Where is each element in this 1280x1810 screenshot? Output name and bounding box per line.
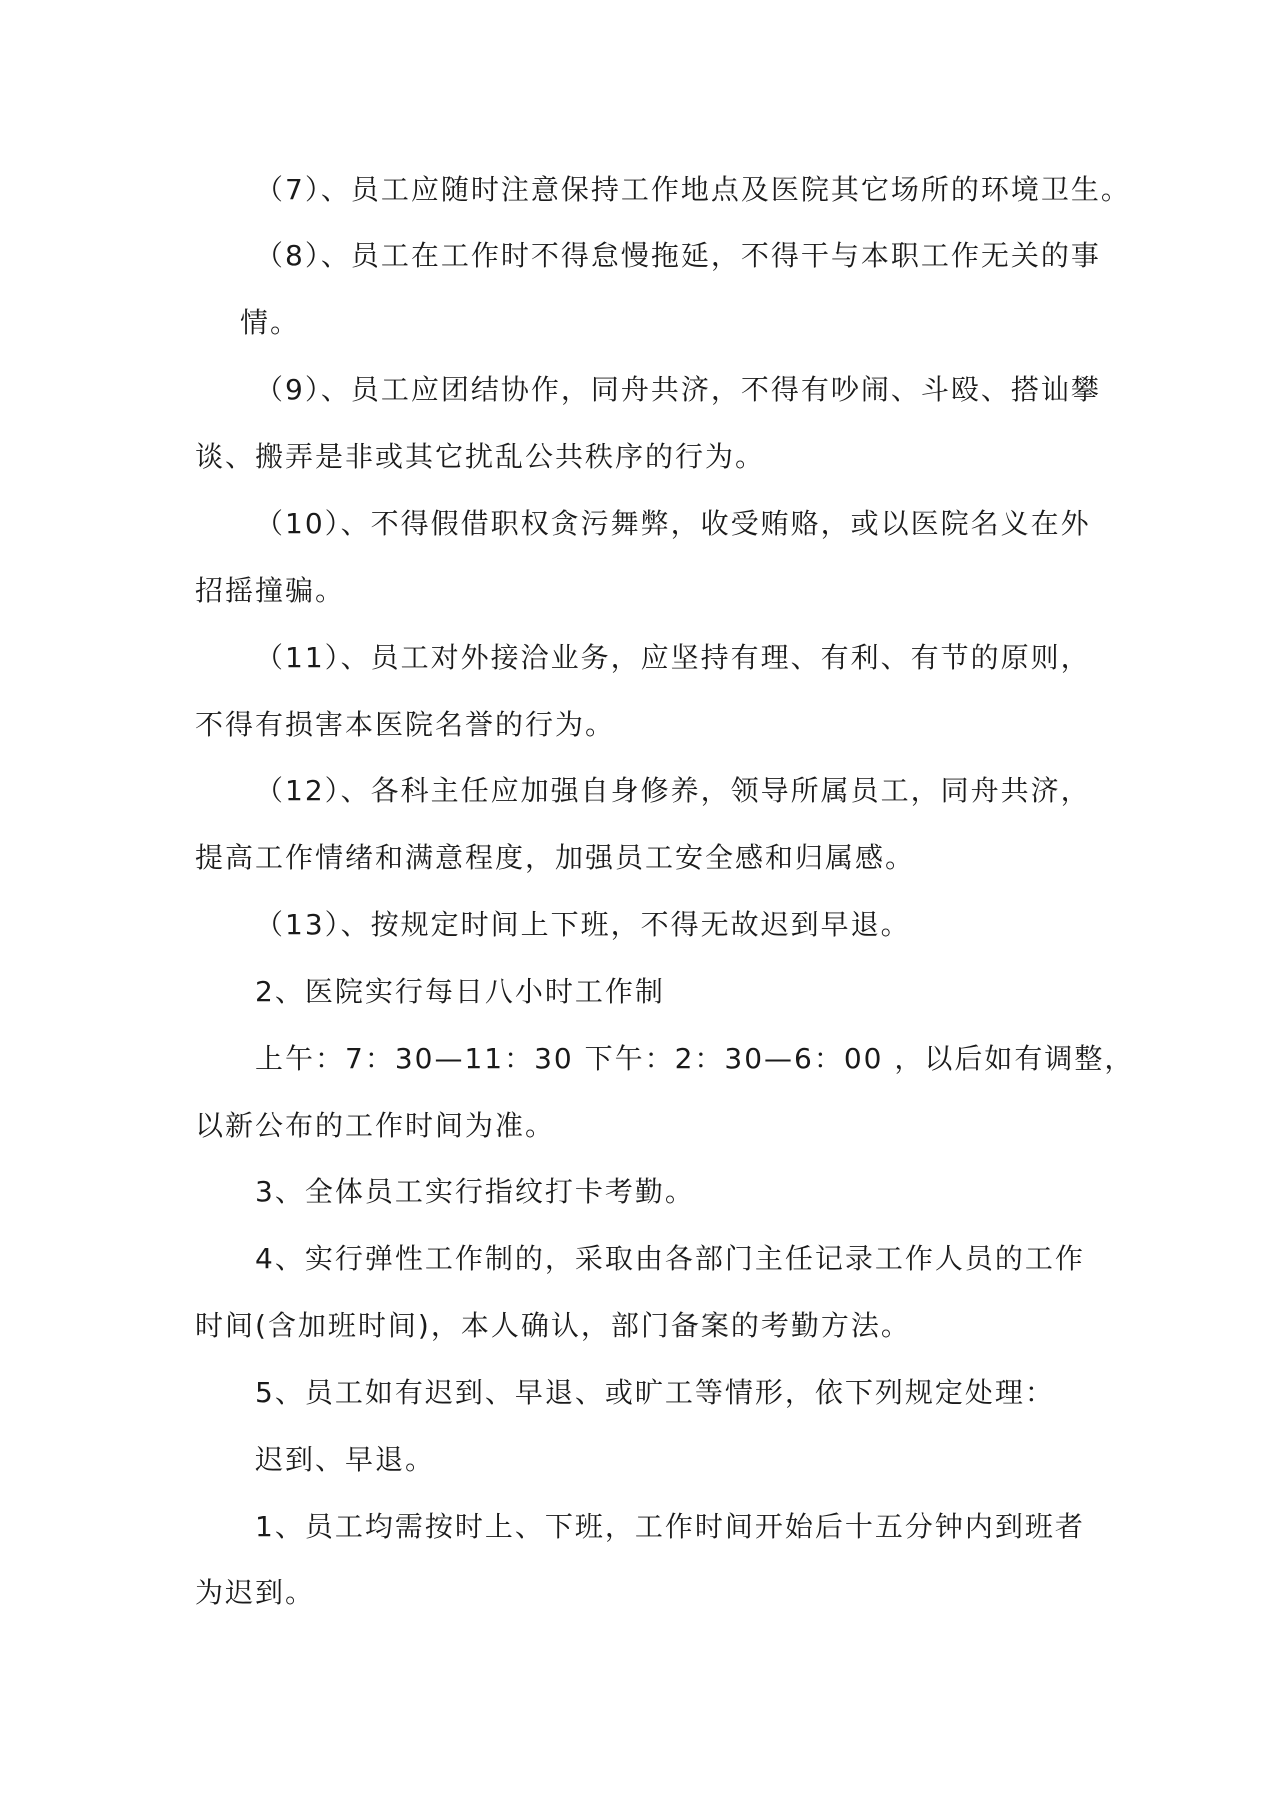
- section-4-line-2: 时间(含加班时间)，本人确认，部门备案的考勤方法。: [195, 1309, 911, 1342]
- paragraph-10-line-2: 招摇撞骗。: [195, 574, 346, 607]
- rule-1-line-2: 为迟到。: [195, 1576, 316, 1609]
- paragraph-11-line-1: （11）、员工对外接洽业务，应坚持有理、有利、有节的原则，: [255, 641, 1091, 674]
- work-hours-line-1: 上午：7：30—11：30 下午：2：30—6：00 ，以后如有调整，: [255, 1042, 1135, 1075]
- late-early-heading: 迟到、早退。: [255, 1443, 436, 1476]
- paragraph-8-line-2: 情。: [240, 306, 301, 339]
- paragraph-7-line-1: （7）、员工应随时注意保持工作地点及医院其它场所的环境卫生。: [255, 173, 1131, 206]
- paragraph-13-line-1: （13）、按规定时间上下班，不得无故迟到早退。: [255, 908, 911, 941]
- rule-1-line-1: 1、员工均需按时上、下班，工作时间开始后十五分钟内到班者: [255, 1510, 1085, 1543]
- paragraph-10-line-1: （10）、不得假借职权贪污舞弊，收受贿赂，或以医院名义在外: [255, 507, 1091, 540]
- paragraph-11-line-2: 不得有损害本医院名誉的行为。: [195, 708, 616, 741]
- paragraph-12-line-2: 提高工作情绪和满意程度，加强员工安全感和归属感。: [195, 841, 916, 874]
- paragraph-9-line-2: 谈、搬弄是非或其它扰乱公共秩序的行为。: [195, 440, 766, 473]
- paragraph-8-line-1: （8）、员工在工作时不得怠慢拖延，不得干与本职工作无关的事: [255, 239, 1101, 272]
- paragraph-9-line-1: （9）、员工应团结协作，同舟共济，不得有吵闹、斗殴、搭讪攀: [255, 373, 1101, 406]
- section-2-heading: 2、医院实行每日八小时工作制: [255, 975, 665, 1008]
- work-hours-line-2: 以新公布的工作时间为准。: [195, 1109, 556, 1142]
- section-5-line: 5、员工如有迟到、早退、或旷工等情形，依下列规定处理：: [255, 1376, 1055, 1409]
- section-4-line-1: 4、实行弹性工作制的，采取由各部门主任记录工作人员的工作: [255, 1242, 1085, 1275]
- section-3-line: 3、全体员工实行指纹打卡考勤。: [255, 1175, 695, 1208]
- paragraph-12-line-1: （12）、各科主任应加强自身修养，领导所属员工，同舟共济，: [255, 774, 1091, 807]
